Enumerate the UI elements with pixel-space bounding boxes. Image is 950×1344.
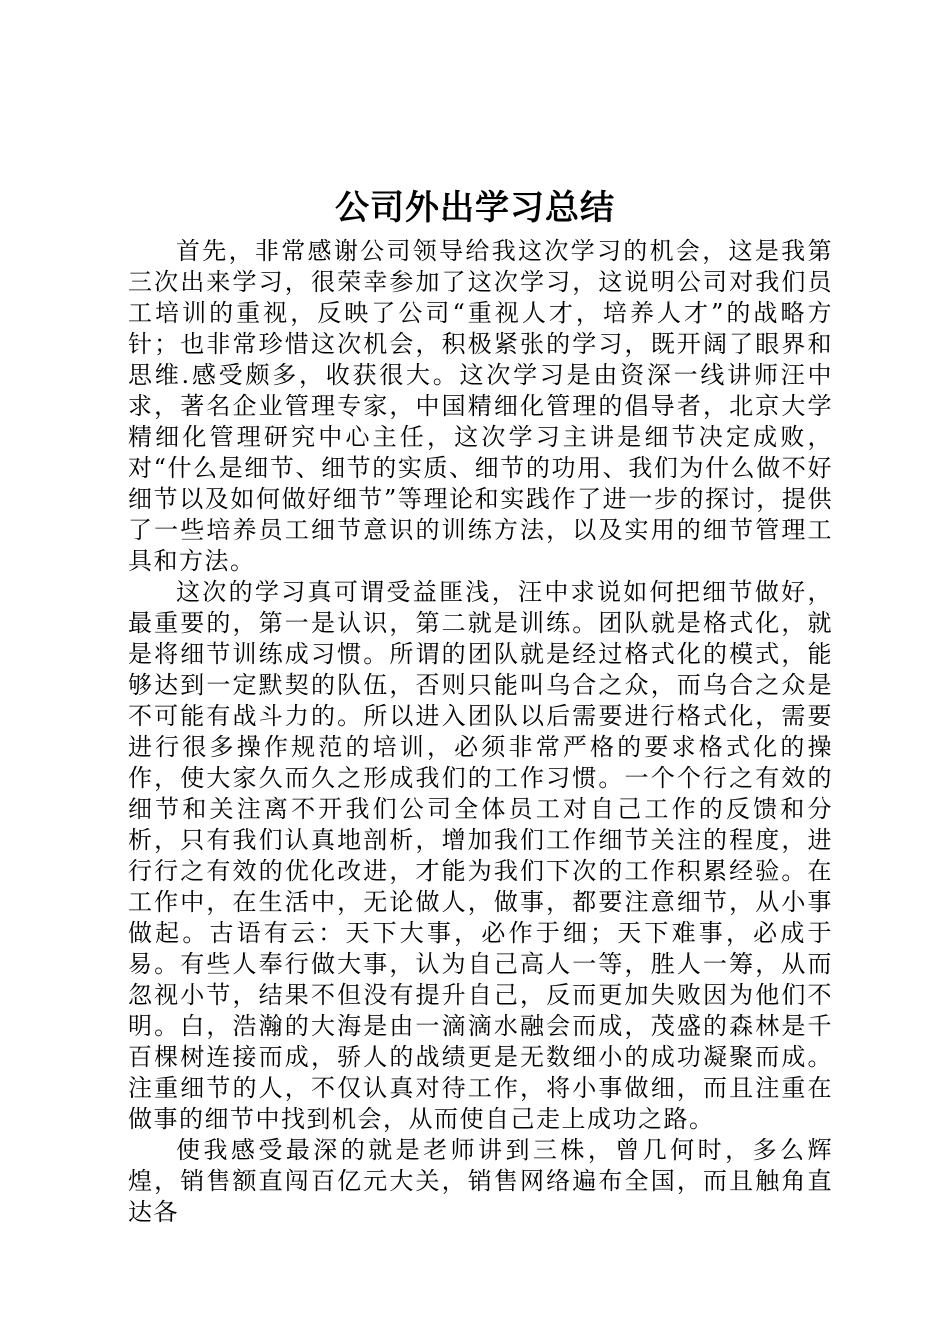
document-title: 公司外出学习总结: [335, 188, 615, 228]
document-body: [128, 236, 833, 1228]
paragraph: 使我感受最深的就是老师讲到三株，曾几何时，多么辉煌，销售额直闯百亿元大关，销售网络遍布全国，而且触角直达各: [128, 1136, 833, 1226]
paragraph: 首先，非常感谢公司领导给我这次学习的机会，这是我第三次出来学习，很荣幸参加了这次学习，这说明公司对我们员工培训的重视，反映了公司“重视人才，培养人才”的战略方针；也非常珍惜这次机会，积极紧张的学习，既开阔了眼界和思维.感受颇多，收获很大。这次学习是由资深一线讲师汪中求，著名企业管理专家，中国精细化管理的倡导者，北京大学精细化管理研究中心主任，这次学习主讲是细节决定成败，对“什么是细节、细节的实质、细节的功用、我们为什么做不好细节以及如何做好细节”等理论和实践作了进一步的探讨，提供了一些培养员工细节意识的训练方法，以及实用的细节管理工具和方法。: [128, 237, 833, 575]
paragraph: 这次的学习真可谓受益匪浅，汪中求说如何把细节做好，最重要的，第一是认识，第二就是训练。团队就是格式化，就是将细节训练成习惯。所谓的团队就是经过格式化的模式，能够达到一定默契的队伍，否则只能叫乌合之众，而乌合之众是不可能有战斗力的。所以进入团队以后需要进行格式化，需要进行很多操作规范的培训，必须非常严格的要求格式化的操作，使大家久而久之形成我们的工作习惯。一个个行之有效的细节和关注离不开我们公司全体员工对自己工作的反馈和分析，只有我们认真地剖析，增加我们工作细节关注的程度，进行行之有效的优化改进，才能为我们下次的工作积累经验。在工作中，在生活中，无论做人，做事，都要注意细节，从小事做起。古语有云：天下大事，必作于细；天下难事，必成于易。有些人奉行做大事，认为自己高人一等，胜人一筹，从而忽视小节，结果不但没有提升自己，反而更加失败因为他们不明。白，浩瀚的大海是由一滴滴水融会而成，茂盛的森林是千百棵树连接而成，骄人的战绩更是无数细小的成功凝聚而成。注重细节的人，不仅认真对待工作，将小事做细，而且注重在做事的细节中找到机会，从而使自己走上成功之路。: [128, 578, 833, 1133]
